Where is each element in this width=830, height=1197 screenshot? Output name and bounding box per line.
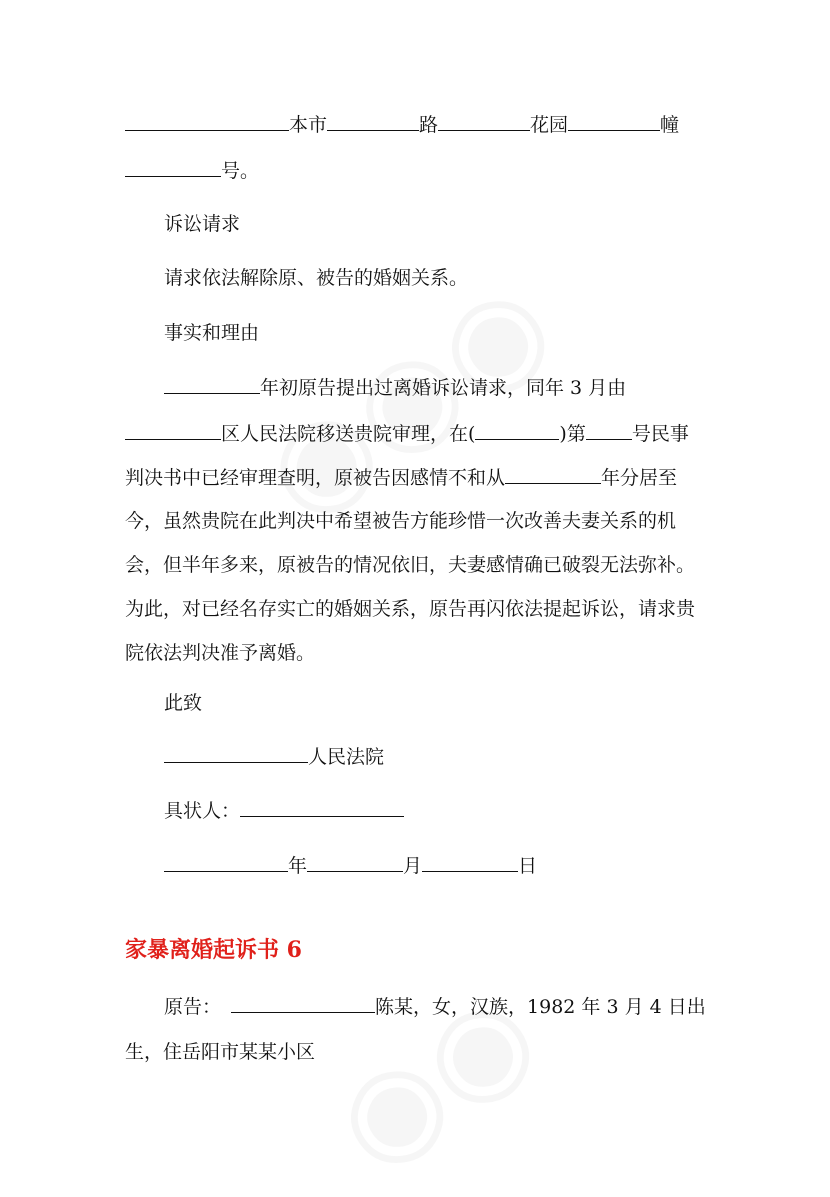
facts-line-1: 年初原告提出过离婚诉讼请求，同年 3 月由 xyxy=(164,373,626,402)
address-line-1: 本市 路 花园 幢 xyxy=(125,110,679,139)
facts-line-4: 今，虽然贵院在此判决中希望被告方能珍惜一次改善夫妻关系的机 xyxy=(125,510,677,532)
court-blank xyxy=(164,742,308,763)
address-line-2: 号。 xyxy=(125,156,259,185)
district-blank xyxy=(125,110,289,131)
signer-line: 具状人： xyxy=(164,796,404,825)
signer-blank xyxy=(240,796,404,817)
district-court-blank xyxy=(125,419,221,440)
plaintiff-line-2: 生，住岳阳市某某小区 xyxy=(125,1041,316,1063)
garden-blank xyxy=(568,110,660,131)
separation-year-blank xyxy=(505,463,601,484)
facts-line-5: 会，但半年多来，原被告的情况依旧，夫妻感情确已破裂无法弥补。 xyxy=(125,554,696,576)
facts-line-2: 区人民法院移送贵院审理，在( )第 号民事 xyxy=(125,419,689,448)
facts-line-7: 院依法判决准予离婚。 xyxy=(125,642,316,664)
day-field-blank xyxy=(422,851,518,872)
road-blank xyxy=(438,110,530,131)
facts-line-6: 为此，对已经名存实亡的婚姻关系，原告再闪依法提起诉讼，请求贵 xyxy=(125,598,696,620)
year-blank xyxy=(164,373,260,394)
salutation: 此致 xyxy=(164,692,203,714)
case-year-blank xyxy=(475,419,559,440)
date-line: 年 月 日 xyxy=(164,851,537,880)
section-title: 家暴离婚起诉书 6 xyxy=(125,937,302,963)
case-number-blank xyxy=(586,419,632,440)
claim-text: 请求依法解除原、被告的婚姻关系。 xyxy=(164,267,469,289)
claims-heading: 诉讼请求 xyxy=(164,213,241,235)
year-field-blank xyxy=(164,851,288,872)
court-line: 人民法院 xyxy=(164,742,384,771)
facts-line-3: 判决书中已经审理查明，原被告因感情不和从 年分居至 xyxy=(125,463,677,492)
facts-heading: 事实和理由 xyxy=(164,322,260,344)
month-field-blank xyxy=(307,851,403,872)
plaintiff-blank xyxy=(231,992,375,1013)
city-blank xyxy=(327,110,419,131)
number-blank xyxy=(125,156,221,177)
plaintiff-line-1: 原告： 陈某，女，汉族，1982 年 3 月 4 日出 xyxy=(164,992,706,1021)
